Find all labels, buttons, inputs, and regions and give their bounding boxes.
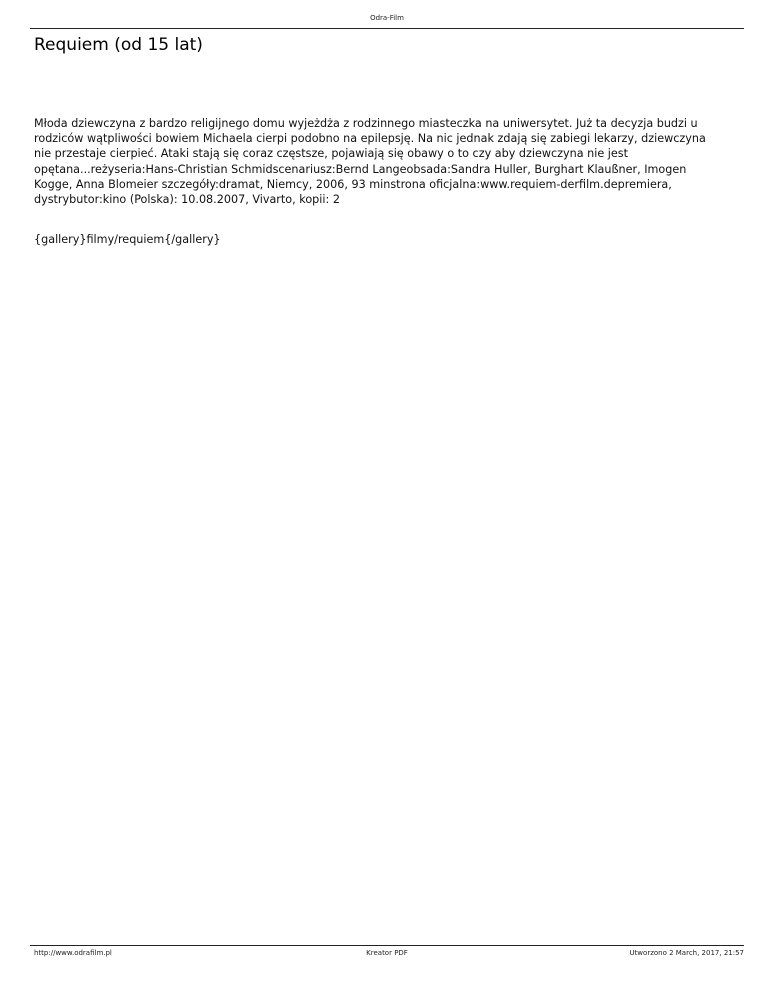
footer-url: http://www.odrafilm.pl	[34, 949, 112, 957]
footer-created-date: Utworzono 2 March, 2017, 21:57	[629, 949, 744, 957]
footer-creator: Kreator PDF	[366, 949, 408, 957]
article-title: Requiem (od 15 lat)	[34, 35, 203, 55]
page-footer	[30, 945, 744, 966]
article-body: Młoda dziewczyna z bardzo religijnego domu wyjeżdża z rodzinnego miasteczka na uniwersytet. Już ta decyzja budzi u rodziców wątpliwości bowiem Michaela cierpi podobno na epilepsję. Na nic jednak zdają się zabiegi lekarzy, dziewczyna nie przestaje cierpieć. Ataki stają się coraz częstsze, pojawiają się obawy o to czy aby dziewczyna nie jest opętana...reżyseria:Hans-Christian Schmidscenariusz:Bernd Langeobsada:Sandra Huller, Burghart Klaußner, Imogen Kogge, Anna Blomeier szczegóły:dramat, Niemcy, 2006, 93 minstrona oficjalna:www.requiem-derfilm.depremiera, dystrybutor:kino (Polska): 10.08.2007, Vivarto, kopii: 2	[34, 117, 706, 207]
page-header	[30, 0, 744, 29]
gallery-tag: {gallery}filmy/requiem{/gallery}	[34, 233, 221, 246]
site-name: Odra-Film	[370, 14, 404, 22]
